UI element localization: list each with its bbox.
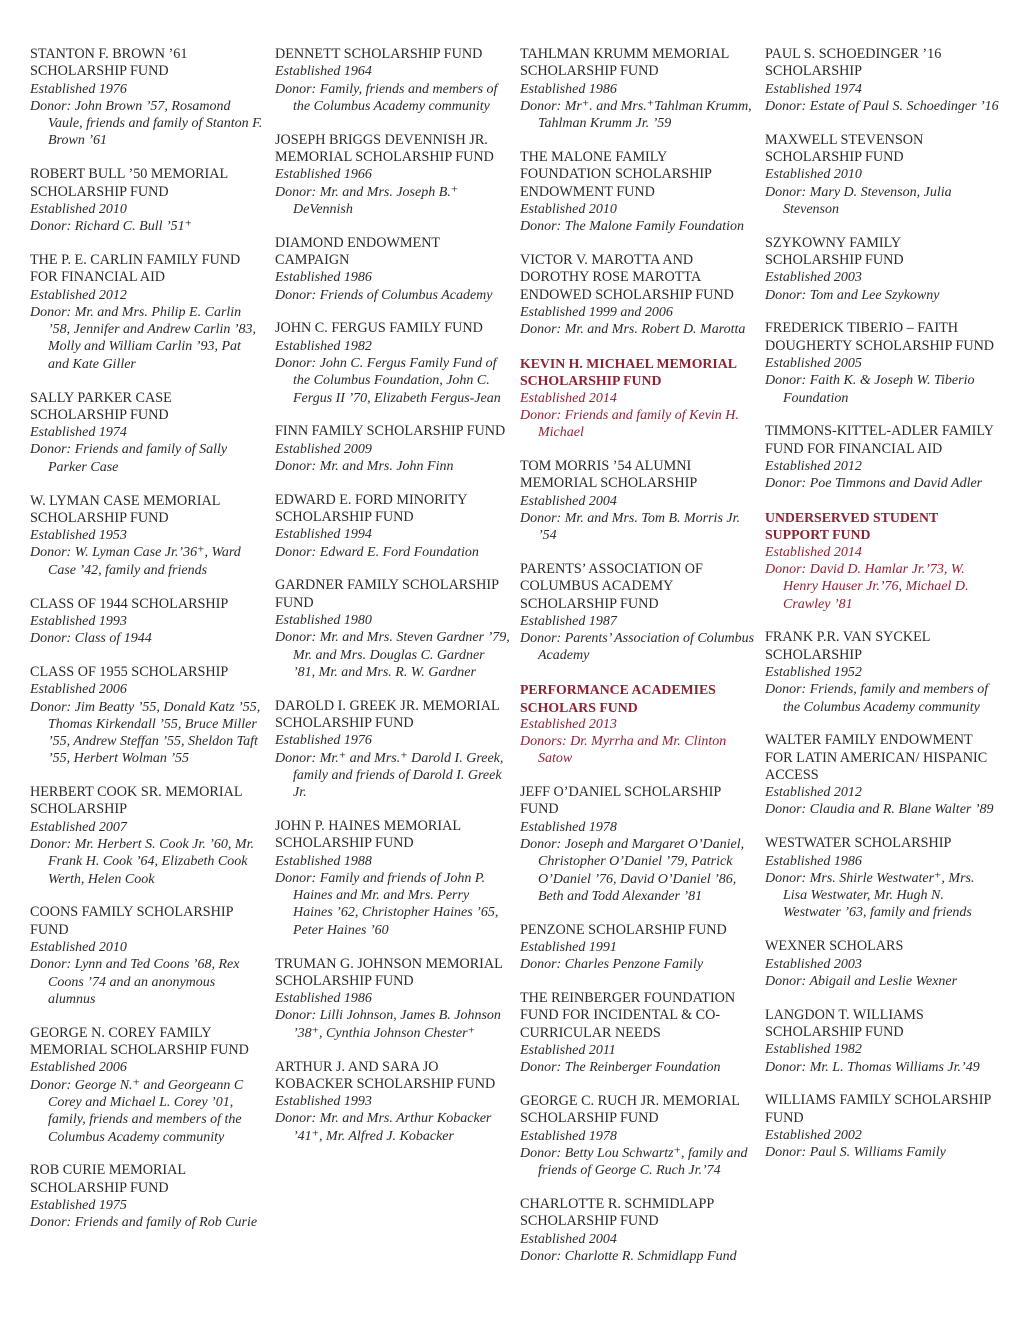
fund-established: Established 2010 bbox=[765, 167, 862, 183]
fund-established: Established 2009 bbox=[275, 441, 372, 457]
fund-established: Established 2006 bbox=[30, 1060, 127, 1076]
fund-established: Established 1974 bbox=[30, 425, 127, 441]
fund-entry bbox=[30, 166, 265, 235]
fund-established: Established 1986 bbox=[765, 853, 862, 869]
fund-entry bbox=[275, 320, 510, 406]
fund-entry bbox=[520, 561, 755, 665]
fund-established: Established 2006 bbox=[30, 682, 127, 698]
fund-name: SZYKOWNY FAMILY SCHOLARSHIP FUND bbox=[765, 234, 904, 268]
fund-entry bbox=[765, 509, 1000, 613]
fund-established: Established 1976 bbox=[275, 733, 372, 749]
fund-entry bbox=[30, 784, 265, 888]
fund-donor: Donor: Mrs. Shirle Westwater⁺, Mrs. Lisa Westwater, Mr. Hugh N. Westwater ’63, family and friends bbox=[765, 870, 975, 921]
fund-established: Established 1986 bbox=[275, 991, 372, 1007]
fund-established: Established 2003 bbox=[765, 270, 862, 286]
fund-donor: Donor: David D. Hamlar Jr.’73, W. Henry Hauser Jr.’76, Michael D. Crawley ’81 bbox=[765, 561, 969, 612]
fund-established: Established 2011 bbox=[520, 1043, 616, 1059]
fund-donor: Donor: Mr. and Mrs. Arthur Kobacker ’41⁺, Mr. Alfred J. Kobacker bbox=[275, 1111, 492, 1144]
fund-name: PERFORMANCE ACADEMIES SCHOLARS FUND bbox=[520, 682, 716, 715]
fund-entry bbox=[275, 956, 510, 1042]
fund-name: VICTOR V. MAROTTA AND DOROTHY ROSE MAROTTA ENDOWED SCHOLARSHIP FUND bbox=[520, 251, 734, 303]
fund-entry bbox=[765, 732, 1000, 818]
fund-established: Established 1980 bbox=[275, 613, 372, 629]
fund-name: THE REINBERGER FOUNDATION FUND FOR INCIDENTAL & CO-CURRICULAR NEEDS bbox=[520, 990, 736, 1041]
fund-name: GEORGE N. COREY FAMILY MEMORIAL SCHOLARSHIP FUND bbox=[30, 1024, 249, 1059]
fund-name: ARTHUR J. AND SARA JO KOBACKER SCHOLARSHIP FUND bbox=[275, 1058, 496, 1092]
fund-donor: Donor: Family, friends and members of the Columbus Academy community bbox=[275, 81, 498, 114]
fund-donor: Donor: Mr⁺. and Mrs.⁺Tahlman Krumm, Tahlman Krumm Jr. ’59 bbox=[520, 98, 752, 132]
fund-name: THE P. E. CARLIN FAMILY FUND FOR FINANCIAL AID bbox=[30, 251, 241, 286]
fund-entry bbox=[765, 938, 1000, 990]
fund-name: THE MALONE FAMILY FOUNDATION SCHOLARSHIP ENDOWMENT FUND bbox=[520, 148, 712, 200]
fund-name: COONS FAMILY SCHOLARSHIP FUND bbox=[30, 904, 234, 938]
fund-donor: Donor: Mr. and Mrs. John Finn bbox=[275, 458, 454, 474]
fund-name: GARDNER FAMILY SCHOLARSHIP FUND bbox=[275, 577, 499, 611]
fund-established: Established 1991 bbox=[520, 940, 617, 956]
fund-donor: Donor: Edward E. Ford Foundation bbox=[275, 544, 479, 560]
fund-name: PARENTS’ ASSOCIATION OF COLUMBUS ACADEMY SCHOLARSHIP FUND bbox=[520, 560, 703, 612]
fund-donor: Donor: Claudia and R. Blane Walter ’89 bbox=[765, 802, 994, 818]
fund-entry bbox=[275, 132, 510, 218]
fund-donor: Donor: Paul S. Williams Family bbox=[765, 1145, 946, 1161]
fund-donor: Donor: Richard C. Bull ’51⁺ bbox=[30, 219, 193, 235]
fund-entry bbox=[520, 990, 755, 1076]
fund-donor: Donor: Abigail and Leslie Wexner bbox=[765, 973, 958, 989]
fund-entry bbox=[765, 629, 1000, 715]
fund-entry bbox=[30, 390, 265, 476]
fund-name: JOHN C. FERGUS FAMILY FUND bbox=[275, 320, 483, 337]
fund-established: Established 2004 bbox=[520, 1231, 617, 1247]
fund-entry bbox=[30, 46, 265, 150]
fund-donor: Donor: Mr. L. Thomas Williams Jr.’49 bbox=[765, 1059, 980, 1075]
fund-donor: Donor: W. Lyman Case Jr.’36⁺, Ward Case ’42, family and friends bbox=[30, 545, 241, 578]
fund-entry bbox=[520, 1196, 755, 1265]
fund-name: DENNETT SCHOLARSHIP FUND bbox=[275, 46, 483, 62]
fund-donor: Donor: Mr. and Mrs. Steven Gardner ’79, Mr. and Mrs. Douglas C. Gardner ’81, Mr. and Mrs. R. W. Gardner bbox=[275, 630, 510, 680]
fund-donor: Donor: Poe Timmons and David Adler bbox=[765, 476, 983, 492]
fund-name: WALTER FAMILY ENDOWMENT FOR LATIN AMERICAN/ HISPANIC ACCESS bbox=[765, 732, 988, 783]
fund-entry bbox=[520, 922, 755, 974]
fund-established: Established 2002 bbox=[765, 1127, 862, 1143]
fund-established: Established 2012 bbox=[30, 287, 127, 303]
fund-donor: Donor: Betty Lou Schwartz⁺, family and friends of George C. Ruch Jr.’74 bbox=[520, 1146, 748, 1179]
fund-established: Established 2010 bbox=[30, 201, 127, 217]
fund-donor: Donor: Jim Beatty ’55, Donald Katz ’55, Thomas Kirkendall ’55, Bruce Miller ’55, Andrew Steffan ’55, Sheldon Taft ’55, Herbert Wolman ’55 bbox=[30, 699, 261, 767]
fund-name: JOHN P. HAINES MEMORIAL SCHOLARSHIP FUND bbox=[275, 817, 461, 852]
fund-entry bbox=[275, 818, 510, 939]
fund-donor: Donor: Charlotte R. Schmidlapp Fund bbox=[520, 1249, 737, 1265]
fund-entry bbox=[275, 577, 510, 681]
fund-name: DIAMOND ENDOWMENT CAMPAIGN bbox=[275, 234, 440, 268]
fund-established: Established 2003 bbox=[765, 956, 862, 972]
fund-established: Established 1994 bbox=[275, 527, 372, 543]
fund-name: FRANK P.R. VAN SYCKEL SCHOLARSHIP bbox=[765, 629, 930, 663]
fund-name: CHARLOTTE R. SCHMIDLAPP SCHOLARSHIP FUND bbox=[520, 1196, 714, 1230]
fund-established: Established 1987 bbox=[520, 613, 617, 629]
fund-established: Established 1976 bbox=[30, 81, 127, 97]
fund-donor: Donor: Friends and family of Rob Curie bbox=[30, 1215, 258, 1231]
fund-established: Established 2012 bbox=[765, 785, 862, 801]
fund-established: Established 1993 bbox=[275, 1094, 372, 1110]
fund-entry bbox=[275, 1059, 510, 1145]
fund-established: Established 1975 bbox=[30, 1197, 127, 1213]
fund-donor: Donor: Tom and Lee Szykowny bbox=[765, 287, 940, 303]
fund-entry bbox=[765, 320, 1000, 406]
fund-established: Established 2010 bbox=[30, 940, 127, 956]
fund-entry bbox=[765, 1092, 1000, 1161]
fund-established: Established 1978 bbox=[520, 819, 617, 835]
fund-entry bbox=[765, 132, 1000, 218]
fund-entry bbox=[30, 904, 265, 1008]
fund-established: Established 1986 bbox=[275, 270, 372, 286]
fund-donor: Donor: Friends, family and members of the Columbus Academy community bbox=[765, 682, 989, 715]
fund-donor: Donor: George N.⁺ and Georgeann C Corey and Michael L. Corey ’01, family, friends and members of the Columbus Academy community bbox=[30, 1077, 244, 1145]
fund-name: CLASS OF 1955 SCHOLARSHIP bbox=[30, 663, 229, 680]
fund-established: Established 1966 bbox=[275, 167, 372, 183]
fund-established: Established 1978 bbox=[520, 1128, 617, 1144]
fund-entry bbox=[30, 596, 265, 648]
fund-donor: Donor: Lilli Johnson, James B. Johnson ’38⁺, Cynthia Johnson Chester⁺ bbox=[275, 1008, 501, 1041]
fund-donor: Donor: Lynn and Ted Coons ’68, Rex Coons ’74 and an anonymous alumnus bbox=[30, 957, 240, 1007]
fund-column-2 bbox=[275, 46, 510, 1162]
fund-donor: Donor: Friends and family of Sally Parker Case bbox=[30, 442, 228, 475]
fund-donor: Donor: Parents’ Association of Columbus Academy bbox=[520, 631, 755, 664]
fund-donor: Donors: Dr. Myrrha and Mr. Clinton Satow bbox=[520, 734, 727, 767]
fund-entry bbox=[520, 681, 755, 767]
fund-donor: Donor: Mary D. Stevenson, Julia Stevenson bbox=[765, 184, 952, 217]
fund-donor: Donor: Friends and family of Kevin H. Michael bbox=[520, 407, 739, 441]
fund-donor: Donor: Mr. and Mrs. Philip E. Carlin ’58, Jennifer and Andrew Carlin ’83, Molly and William Carlin ’93, Pat and Kate Giller bbox=[30, 304, 257, 372]
fund-name: PENZONE SCHOLARSHIP FUND bbox=[520, 921, 727, 938]
fund-established: Established 2012 bbox=[765, 458, 862, 474]
fund-donor: Donor: Charles Penzone Family bbox=[520, 957, 704, 973]
fund-entry bbox=[765, 235, 1000, 304]
fund-donor: Donor: The Malone Family Foundation bbox=[520, 219, 744, 235]
fund-name: GEORGE C. RUCH JR. MEMORIAL SCHOLARSHIP FUND bbox=[520, 1093, 740, 1127]
fund-entry bbox=[765, 423, 1000, 492]
fund-donor: Donor: Mr. and Mrs. Robert D. Marotta bbox=[520, 322, 746, 338]
fund-name: JOSEPH BRIGGS DEVENNISH JR. MEMORIAL SCHOLARSHIP FUND bbox=[275, 131, 494, 165]
fund-name: WESTWATER SCHOLARSHIP bbox=[765, 835, 952, 852]
fund-entry bbox=[30, 1025, 265, 1146]
fund-established: Established 1993 bbox=[30, 613, 127, 629]
fund-column-1 bbox=[30, 46, 265, 1248]
fund-entry bbox=[275, 492, 510, 561]
fund-name: PAUL S. SCHOEDINGER ’16 SCHOLARSHIP bbox=[765, 46, 942, 80]
fund-entry bbox=[520, 149, 755, 235]
fund-donor: Donor: John Brown ’57, Rosamond Vaule, friends and family of Stanton F. Brown ’61 bbox=[30, 98, 263, 149]
fund-name: HERBERT COOK SR. MEMORIAL SCHOLARSHIP bbox=[30, 784, 242, 818]
fund-donor: Donor: Estate of Paul S. Schoedinger ’16 bbox=[765, 98, 999, 114]
fund-established: Established 2010 bbox=[520, 201, 617, 217]
fund-name: ROB CURIE MEMORIAL SCHOLARSHIP FUND bbox=[30, 1162, 186, 1196]
fund-entry bbox=[30, 252, 265, 373]
fund-name: UNDERSERVED STUDENT SUPPORT FUND bbox=[765, 510, 938, 543]
fund-name: ROBERT BULL ’50 MEMORIAL SCHOLARSHIP FUND bbox=[30, 166, 228, 200]
fund-entry bbox=[30, 664, 265, 768]
fund-donor: Donor: John C. Fergus Family Fund of the Columbus Foundation, John C. Fergus II ’70, Elizabeth Fergus-Jean bbox=[275, 355, 501, 406]
fund-donor: Donor: The Reinberger Foundation bbox=[520, 1060, 721, 1076]
fund-entry bbox=[275, 698, 510, 802]
fund-entry bbox=[520, 1093, 755, 1179]
fund-name: SALLY PARKER CASE SCHOLARSHIP FUND bbox=[30, 389, 172, 423]
fund-name: MAXWELL STEVENSON SCHOLARSHIP FUND bbox=[765, 131, 924, 165]
fund-donor: Donor: Friends of Columbus Academy bbox=[275, 287, 493, 303]
fund-entry bbox=[520, 784, 755, 905]
fund-name: TOM MORRIS ’54 ALUMNI MEMORIAL SCHOLARSHIP bbox=[520, 457, 698, 492]
fund-established: Established 1974 bbox=[765, 81, 862, 97]
fund-entry bbox=[30, 493, 265, 579]
fund-name: EDWARD E. FORD MINORITY SCHOLARSHIP FUND bbox=[275, 491, 467, 526]
fund-established: Established 2014 bbox=[520, 390, 617, 406]
fund-name: TIMMONS-KITTEL-ADLER FAMILY FUND FOR FINANCIAL AID bbox=[765, 423, 994, 457]
fund-entry bbox=[765, 835, 1000, 921]
fund-entry bbox=[275, 235, 510, 304]
fund-entry bbox=[520, 46, 755, 132]
fund-name: FREDERICK TIBERIO – FAITH DOUGHERTY SCHOLARSHIP FUND bbox=[765, 320, 995, 354]
fund-donor: Donor: Family and friends of John P. Haines and Mr. and Mrs. Perry Haines ’62, Christopher Haines ’65, Peter Haines ’60 bbox=[275, 870, 499, 938]
scholarship-fund-directory bbox=[30, 46, 1000, 1316]
fund-name: TAHLMAN KRUMM MEMORIAL SCHOLARSHIP FUND bbox=[520, 46, 729, 80]
fund-donor: Donor: Mr. Herbert S. Cook Jr. ’60, Mr. Frank H. Cook ’64, Elizabeth Cook Werth, Helen Cook bbox=[30, 837, 254, 887]
fund-donor: Donor: Faith K. & Joseph W. Tiberio Foundation bbox=[765, 373, 975, 406]
fund-entry bbox=[765, 1007, 1000, 1076]
fund-established: Established 2005 bbox=[765, 355, 862, 371]
fund-entry bbox=[30, 1162, 265, 1231]
fund-established: Established 1988 bbox=[275, 853, 372, 869]
fund-donor: Donor: Mr. and Mrs. Tom B. Morris Jr. ’54 bbox=[520, 510, 741, 544]
fund-name: TRUMAN G. JOHNSON MEMORIAL SCHOLARSHIP FUND bbox=[275, 955, 503, 989]
fund-donor: Donor: Class of 1944 bbox=[30, 631, 152, 647]
fund-name: STANTON F. BROWN ’61 SCHOLARSHIP FUND bbox=[30, 46, 188, 80]
fund-name: JEFF O’DANIEL SCHOLARSHIP FUND bbox=[520, 784, 721, 818]
fund-established: Established 1986 bbox=[520, 81, 617, 97]
fund-name: LANGDON T. WILLIAMS SCHOLARSHIP FUND bbox=[765, 1006, 924, 1040]
fund-established: Established 1982 bbox=[765, 1042, 862, 1058]
fund-established: Established 1964 bbox=[275, 64, 372, 80]
fund-name: CLASS OF 1944 SCHOLARSHIP bbox=[30, 595, 229, 612]
fund-name: FINN FAMILY SCHOLARSHIP FUND bbox=[275, 423, 506, 440]
fund-established: Established 2014 bbox=[765, 544, 862, 560]
fund-donor: Donor: Mr.⁺ and Mrs.⁺ Darold I. Greek, family and friends of Darold I. Greek Jr. bbox=[275, 750, 504, 801]
fund-established: Established 1999 and 2006 bbox=[520, 304, 673, 320]
fund-entry bbox=[275, 423, 510, 475]
fund-column-4 bbox=[765, 46, 1000, 1178]
fund-entry bbox=[520, 355, 755, 441]
fund-column-3 bbox=[520, 46, 755, 1282]
fund-entry bbox=[520, 252, 755, 338]
fund-established: Established 2013 bbox=[520, 716, 617, 732]
fund-name: KEVIN H. MICHAEL MEMORIAL SCHOLARSHIP FUND bbox=[520, 355, 737, 389]
fund-name: W. LYMAN CASE MEMORIAL SCHOLARSHIP FUND bbox=[30, 492, 220, 526]
fund-established: Established 1982 bbox=[275, 338, 372, 354]
fund-donor: Donor: Joseph and Margaret O’Daniel, Christopher O’Daniel ’79, Patrick O’Daniel ’76, David O’Daniel ’86, Beth and Todd Alexander ’81 bbox=[520, 837, 745, 904]
fund-established: Established 2004 bbox=[520, 493, 617, 509]
fund-established: Established 2007 bbox=[30, 819, 127, 835]
fund-name: DAROLD I. GREEK JR. MEMORIAL SCHOLARSHIP FUND bbox=[275, 697, 500, 731]
fund-established: Established 1952 bbox=[765, 664, 862, 680]
fund-entry bbox=[275, 46, 510, 115]
fund-name: WILLIAMS FAMILY SCHOLARSHIP FUND bbox=[765, 1092, 991, 1126]
fund-donor: Donor: Mr. and Mrs. Joseph B.⁺ DeVennish bbox=[275, 184, 459, 217]
fund-name: WEXNER SCHOLARS bbox=[765, 938, 904, 955]
fund-established: Established 1953 bbox=[30, 528, 127, 544]
fund-entry bbox=[765, 46, 1000, 115]
fund-entry bbox=[520, 458, 755, 544]
